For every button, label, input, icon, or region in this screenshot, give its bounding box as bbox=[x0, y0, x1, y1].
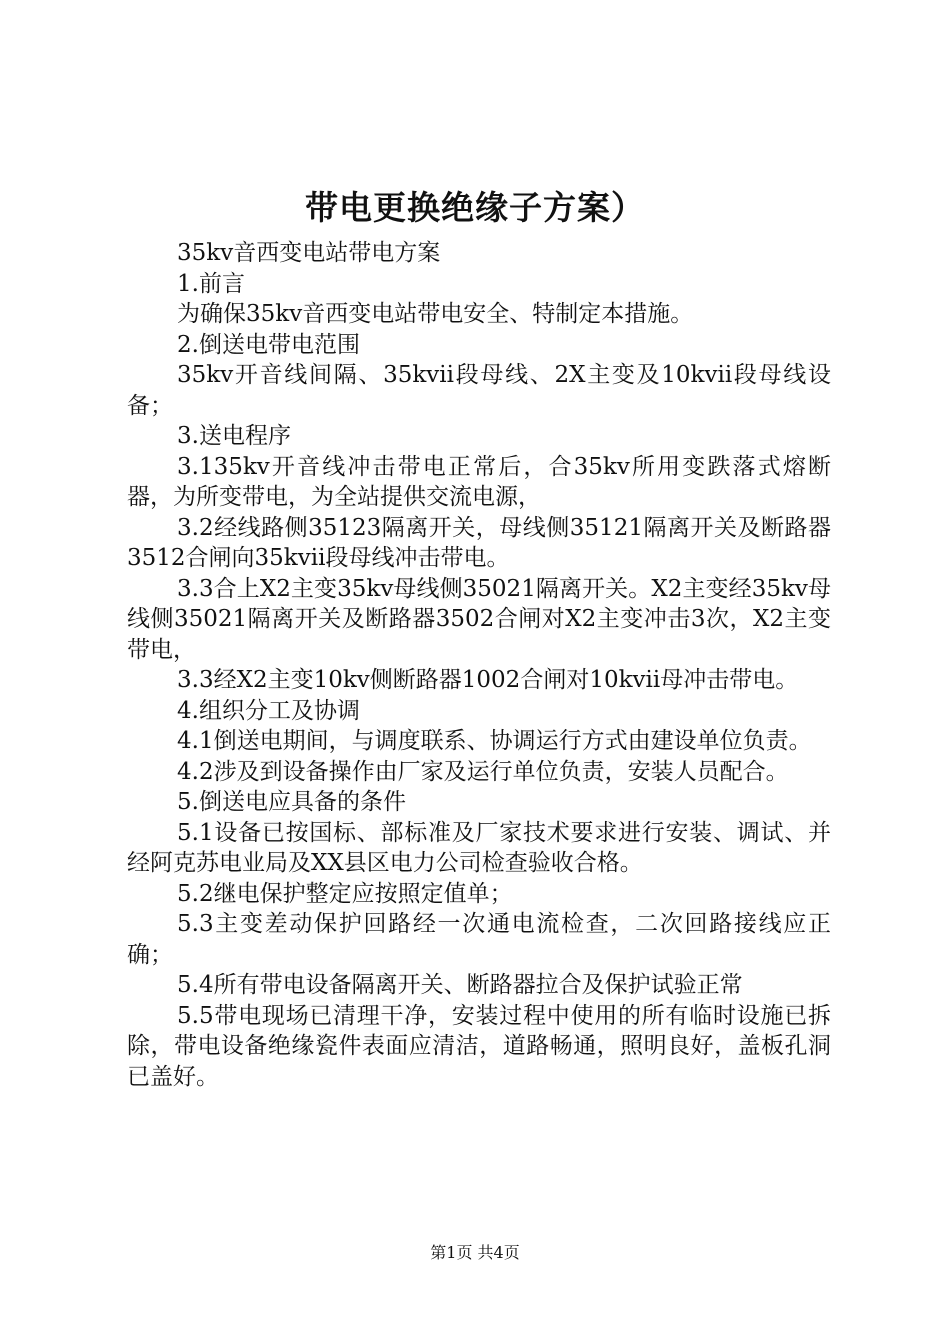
paragraph: 5.5带电现场已清理干净，安装过程中使用的所有临时设施已拆除，带电设备绝缘瓷件表面应清洁，道路畅通，照明良好，盖板孔洞已盖好。 bbox=[127, 1002, 831, 1090]
document-body bbox=[127, 238, 831, 1092]
page-footer: 第1页 共4页 bbox=[430, 1243, 520, 1262]
paragraph: 3.135kv开音线冲击带电正常后，合35kv所用变跌落式熔断器，为所变带电，为全站提供交流电源， bbox=[127, 453, 831, 510]
paragraph: 35kv开音线间隔、35kvii段母线、2X主变及10kvii段母线设备； bbox=[127, 362, 831, 419]
paragraph: 5.1设备已按国标、部标准及厂家技术要求进行安装、调试、并经阿克苏电业局及XX县区电力公司检查验收合格。 bbox=[127, 819, 831, 876]
paragraph: 4.2涉及到设备操作由厂家及运行单位负责，安装人员配合。 bbox=[177, 758, 789, 785]
paragraph: 2.倒送电带电范围 bbox=[177, 331, 360, 358]
paragraph: 5.3主变差动保护回路经一次通电流检查，二次回路接线应正确； bbox=[127, 911, 831, 968]
paragraph: 3.2经线路侧35123隔离开关，母线侧35121隔离开关及断路器3512合闸向35kvii段母线冲击带电。 bbox=[127, 514, 831, 571]
paragraph: 5.2继电保护整定应按照定值单； bbox=[177, 880, 513, 907]
paragraph: 为确保35kv音西变电站带电安全、特制定本措施。 bbox=[177, 301, 694, 327]
paragraph: 4.1倒送电期间，与调度联系、协调运行方式由建设单位负责。 bbox=[177, 728, 812, 754]
paragraph: 5.倒送电应具备的条件 bbox=[177, 789, 406, 815]
paragraph: 3.送电程序 bbox=[177, 423, 291, 449]
paragraph: 35kv音西变电站带电方案 bbox=[177, 240, 441, 266]
paragraph: 4.组织分工及协调 bbox=[177, 697, 360, 724]
document-title: 带电更换绝缘子方案） bbox=[305, 188, 645, 227]
paragraph: 3.3合上X2主变35kv母线侧35021隔离开关。X2主变经35kv母线侧35021隔离开关及断路器3502合闸对X2主变冲击3次，X2主变带电， bbox=[127, 575, 831, 663]
paragraph: 5.4所有带电设备隔离开关、断路器拉合及保护试验正常 bbox=[177, 972, 743, 998]
paragraph: 1.前言 bbox=[177, 270, 245, 297]
paragraph: 3.3经X2主变10kv侧断路器1002合闸对10kvii母冲击带电。 bbox=[177, 667, 799, 693]
